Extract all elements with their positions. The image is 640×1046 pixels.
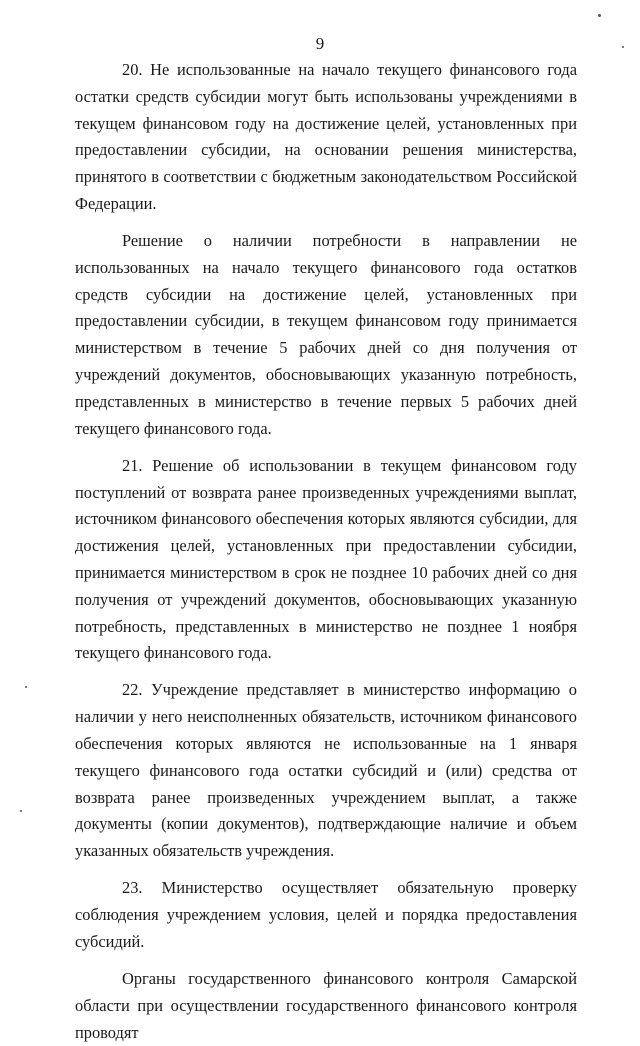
document-body	[75, 57, 577, 1046]
scan-speck	[20, 810, 22, 812]
paragraph-20-decision: Решение о наличии потребности в направлении не использованных на начало текущего финансового года остатков средств субсидии на достижение целей, установленных при предоставлении субсидии, в текущем финансовом году принимается министерством в течение 5 рабочих дней со дня получения от учреждений документов, обосновывающих указанную потребность, представленных в министерство в течение первых 5 рабочих дней текущего финансового года.	[75, 231, 577, 438]
paragraph-23-control-bodies: Органы государственного финансового контроля Самарской области при осуществлении государственного финансового контроля проводят	[75, 968, 577, 1042]
paragraph-20: 20. Не использованные на начало текущего финансового года остатки средств субсидии могут быть использованы учреждениями в текущем финансовом году на достижение целей, установленных при предоставлении субсидии, на основании решения министерства, принятого в соответствии с бюджетным законодательством Российской Федерации.	[75, 60, 577, 213]
paragraph-22: 22. Учреждение представляет в министерство информацию о наличии у него неисполненных обязательств, источником финансового обеспечения которых являются не использованные на 1 января текущего финансового года остатки субсидий и (или) средства от возврата ранее произведенных учреждением выплат, а также документы (копии документов), подтверждающие наличие и объем указанных обязательств учреждения.	[75, 680, 577, 861]
paragraph-23: 23. Министерство осуществляет обязательную проверку соблюдения учреждением условия, целей и порядка предоставления субсидий.	[75, 878, 577, 951]
scan-speck	[598, 14, 601, 17]
page-number: 9	[315, 34, 325, 53]
paragraph-21: 21. Решение об использовании в текущем финансовом году поступлений от возврата ранее произведенных учреждениями выплат, источником финансового обеспечения которых являются субсидии, для достижения целей, установленных при предоставлении субсидии, принимается министерством в срок не позднее 10 рабочих дней со дня получения от учреждений документов, обосновывающих указанную потребность, представленных в министерство не позднее 1 ноября текущего финансового года.	[75, 455, 577, 663]
scan-speck	[622, 46, 624, 48]
scan-speck	[25, 686, 27, 688]
